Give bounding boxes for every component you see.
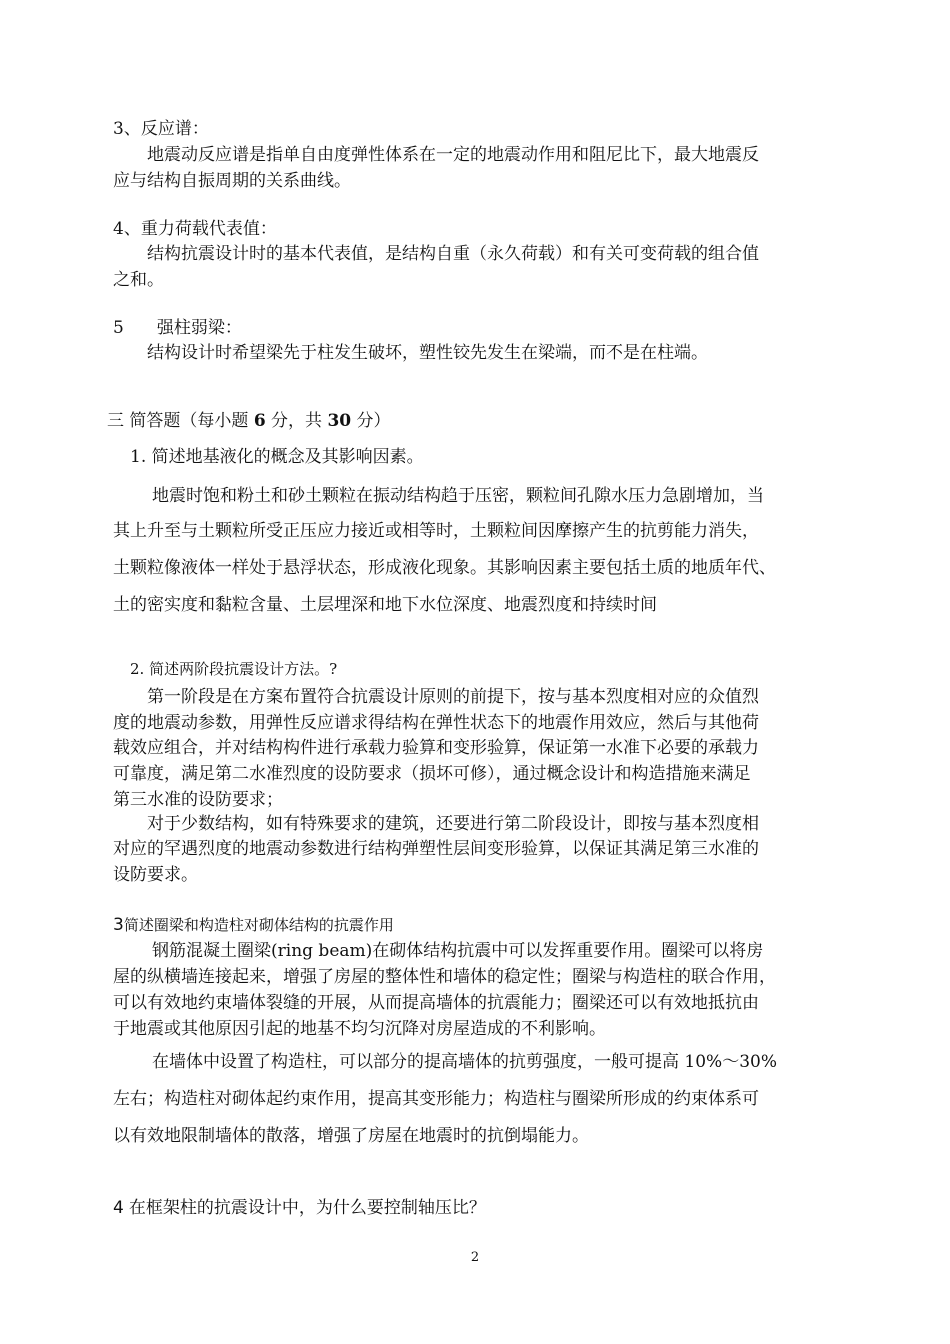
answer-line: 土颗粒像液体一样处于悬浮状态，形成液化现象。其影响因素主要包括土质的地质年代、: [113, 558, 776, 578]
heading-text: 强柱弱梁：: [156, 318, 242, 338]
text-line: 结构抗震设计时的基本代表值，是结构自重（永久荷载）和有关可变荷载的组合值: [147, 244, 759, 264]
answer-line: 可以有效地约束墙体裂缝的开展，从而提高墙体的抗震能力；圈梁还可以有效地抵抗由: [113, 993, 759, 1013]
question-number: 4: [113, 1198, 124, 1218]
answer-line: 其上升至与土颗粒所受正压应力接近或相等时，土颗粒间因摩擦产生的抗剪能力消失，: [113, 521, 759, 541]
section-title-short-answer: 三 简答题（每小题 6 分，共 30 分）: [107, 411, 391, 431]
heading-gravity-load: 4、重力荷载代表值：: [113, 219, 277, 239]
question-text: 在框架柱的抗震设计中，为什么要控制轴压比？: [128, 1198, 486, 1218]
answer-line: 以有效地限制墙体的散落，增强了房屋在地震时的抗倒塌能力。: [113, 1126, 589, 1146]
heading-number: 5: [113, 318, 124, 338]
answer-line: 第三水准的设防要求；: [113, 790, 283, 810]
answer-line: 地震时饱和粉土和砂土颗粒在振动结构趋于压密，颗粒间孔隙水压力急剧增加，当: [152, 486, 764, 506]
page-number: 2: [470, 1250, 480, 1265]
answer-line: 土的密实度和黏粒含量、土层埋深和地下水位深度、地震烈度和持续时间: [113, 595, 657, 615]
answer-line: 对于少数结构，如有特殊要求的建筑，还要进行第二阶段设计，即按与基本烈度相: [147, 814, 759, 834]
question-3: [113, 914, 394, 936]
question-number: 3: [113, 915, 124, 935]
text-line: 地震动反应谱是指单自由度弹性体系在一定的地震动作用和阻尼比下，最大地震反: [147, 145, 759, 165]
answer-line: 载效应组合，并对结构构件进行承载力验算和变形验算，保证第一水准下必要的承载力: [113, 738, 759, 758]
answer-line: 设防要求。: [113, 865, 198, 885]
text-line: 应与结构自振周期的关系曲线。: [113, 171, 351, 191]
answer-line: 对应的罕遇烈度的地震动参数进行结构弹塑性层间变形验算，以保证其满足第三水准的: [113, 839, 759, 859]
question-text: 简述圈梁和构造柱对砌体结构的抗震作用: [123, 916, 394, 934]
answer-line: 在墙体中设置了构造柱，可以部分的提高墙体的抗剪强度，一般可提高 10%～30%: [152, 1052, 777, 1072]
answer-line: 第一阶段是在方案布置符合抗震设计原则的前提下，按与基本烈度相对应的众值烈: [147, 687, 759, 707]
heading-strong-column: [113, 317, 242, 339]
question-4: [113, 1197, 486, 1219]
answer-line: 钢筋混凝土圈梁(ring beam)在砌体结构抗震中可以发挥重要作用。圈梁可以将房: [152, 941, 764, 961]
question-2: 2. 简述两阶段抗震设计方法。?: [130, 660, 338, 678]
heading-response-spectrum: 3、反应谱：: [113, 119, 209, 139]
answer-line: 屋的纵横墙连接起来，增强了房屋的整体性和墙体的稳定性；圈梁与构造柱的联合作用，: [113, 967, 776, 987]
text-line: 之和。: [113, 270, 164, 290]
answer-line: 可靠度，满足第二水准烈度的设防要求（损坏可修），通过概念设计和构造措施来满足: [113, 764, 751, 784]
answer-line: 度的地震动参数，用弹性反应谱求得结构在弹性状态下的地震作用效应，然后与其他荷: [113, 713, 759, 733]
answer-line: 于地震或其他原因引起的地基不均匀沉降对房屋造成的不利影响。: [113, 1019, 606, 1039]
question-1: 1. 简述地基液化的概念及其影响因素。: [130, 447, 424, 467]
text-line: 结构设计时希望梁先于柱发生破坏，塑性铰先发生在梁端，而不是在柱端。: [147, 343, 708, 363]
answer-line: 左右；构造柱对砌体起约束作用，提高其变形能力；构造柱与圈梁所形成的约束体系可: [113, 1089, 759, 1109]
